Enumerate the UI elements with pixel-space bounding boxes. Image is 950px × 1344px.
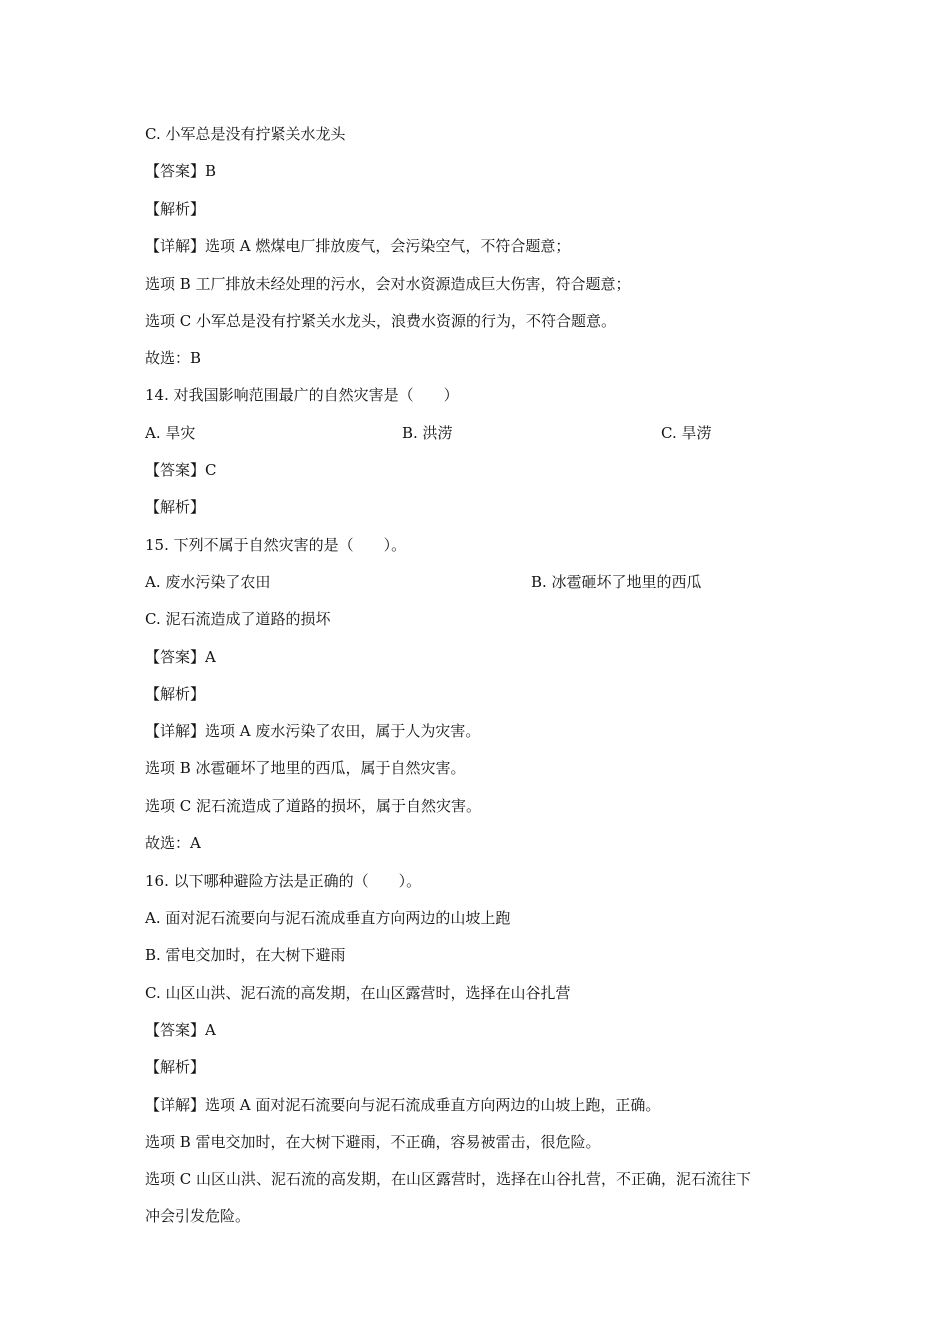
q16-detail-1: 【详解】选项 A 面对泥石流要向与泥石流成垂直方向两边的山坡上跑，正确。 xyxy=(145,1096,661,1114)
q15-detail-2: 选项 B 冰雹砸坏了地里的西瓜，属于自然灾害。 xyxy=(145,759,466,777)
q15-option-c: C. 泥石流造成了道路的损坏 xyxy=(145,610,331,628)
q14-question: 14. 对我国影响范围最广的自然灾害是（ ） xyxy=(145,386,459,404)
q16-detail-2: 选项 B 雷电交加时，在大树下避雨，不正确，容易被雷击，很危险。 xyxy=(145,1133,601,1151)
q15-option-b: B. 冰雹砸坏了地里的西瓜 xyxy=(531,573,702,591)
q16-answer: 【答案】A xyxy=(145,1021,216,1039)
q16-option-a: A. 面对泥石流要向与泥石流成垂直方向两边的山坡上跑 xyxy=(145,909,511,927)
q14-analysis: 【解析】 xyxy=(145,498,206,516)
q16-detail-3a: 选项 C 山区山洪、泥石流的高发期，在山区露营时，选择在山谷扎营，不正确，泥石流往下 xyxy=(145,1170,752,1188)
q15-option-a: A. 废水污染了农田 xyxy=(145,573,271,591)
q16-question: 16. 以下哪种避险方法是正确的（ ）。 xyxy=(145,872,422,890)
q14-option-a: A. 旱灾 xyxy=(145,424,196,442)
q15-conclusion: 故选：A xyxy=(145,834,201,852)
q14-answer: 【答案】C xyxy=(145,461,217,479)
q14-option-c: C. 旱涝 xyxy=(661,424,712,442)
q13-detail-1: 【详解】选项 A 燃煤电厂排放废气，会污染空气，不符合题意； xyxy=(145,237,571,255)
q13-option-c: C. 小军总是没有拧紧关水龙头 xyxy=(145,125,346,143)
q16-analysis: 【解析】 xyxy=(145,1058,206,1076)
q13-conclusion: 故选：B xyxy=(145,349,202,367)
q15-detail-3: 选项 C 泥石流造成了道路的损坏，属于自然灾害。 xyxy=(145,797,482,815)
q16-option-c: C. 山区山洪、泥石流的高发期，在山区露营时，选择在山谷扎营 xyxy=(145,984,571,1002)
q15-answer: 【答案】A xyxy=(145,648,216,666)
q14-option-b: B. 洪涝 xyxy=(402,424,453,442)
q15-detail-1: 【详解】选项 A 废水污染了农田，属于人为灾害。 xyxy=(145,722,481,740)
q13-detail-3: 选项 C 小军总是没有拧紧关水龙头，浪费水资源的行为，不符合题意。 xyxy=(145,312,617,330)
q13-answer: 【答案】B xyxy=(145,162,217,180)
q16-option-b: B. 雷电交加时，在大树下避雨 xyxy=(145,946,346,964)
q16-detail-3b: 冲会引发危险。 xyxy=(145,1207,251,1225)
q13-detail-2: 选项 B 工厂排放未经处理的污水，会对水资源造成巨大伤害，符合题意； xyxy=(145,275,631,293)
q13-analysis: 【解析】 xyxy=(145,200,206,218)
q15-question: 15. 下列不属于自然灾害的是（ ）。 xyxy=(145,536,407,554)
q15-analysis: 【解析】 xyxy=(145,685,206,703)
